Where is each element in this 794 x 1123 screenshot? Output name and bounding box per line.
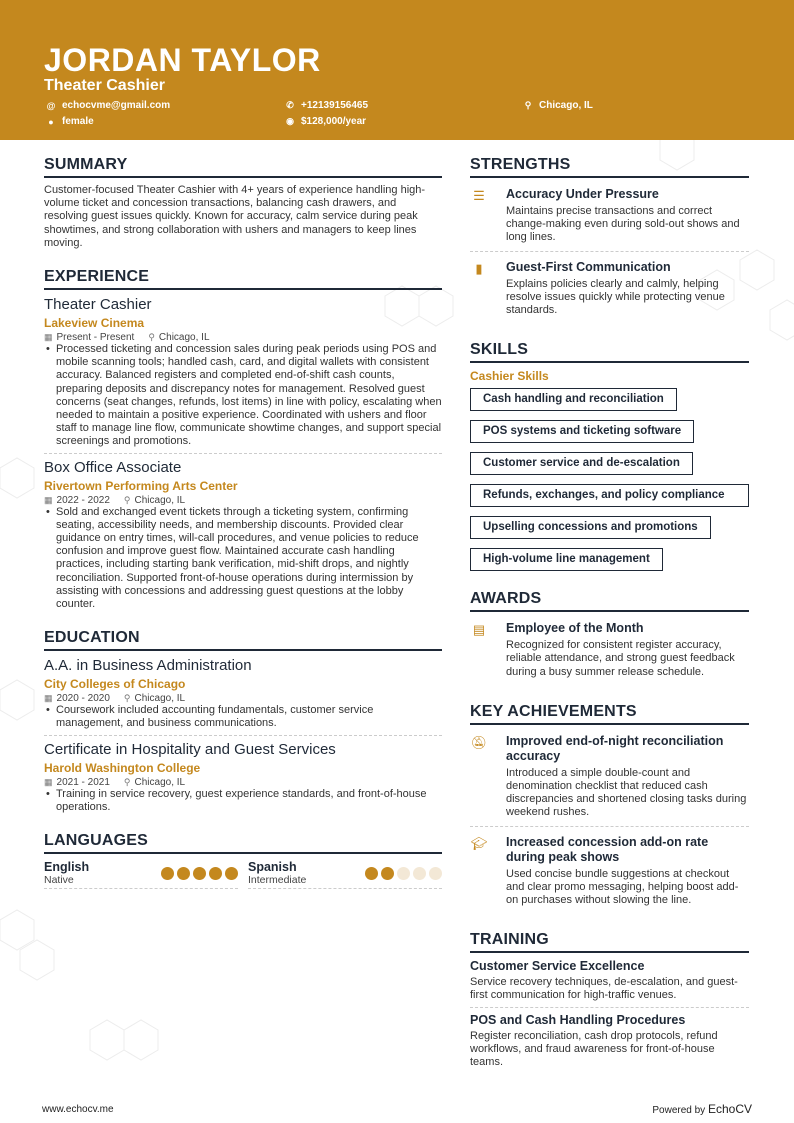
achievements-section <box>470 703 749 913</box>
strength-item <box>470 184 749 252</box>
company: Rivertown Performing Arts Center <box>44 478 238 493</box>
location-text: Chicago, IL <box>134 693 186 705</box>
rating-dot <box>161 867 174 880</box>
calendar-icon: ▦ <box>44 693 53 704</box>
education-item <box>44 741 442 814</box>
experience-item <box>44 296 442 454</box>
training-section <box>470 931 749 1069</box>
languages-section <box>44 832 442 889</box>
salary-text: $128,000/year <box>301 116 367 127</box>
footer-site-link[interactable]: www.echocv.me <box>42 1104 114 1115</box>
strength-title: Guest-First Communication <box>506 259 671 274</box>
phone-text: +12139156465 <box>301 100 369 111</box>
training-title: Customer Service Excellence <box>470 959 645 974</box>
section-heading: SUMMARY <box>44 156 442 178</box>
dates-text: 2020 - 2020 <box>56 693 110 705</box>
rating-dot <box>209 867 222 880</box>
file-icon: ▤ <box>472 622 486 638</box>
training-item <box>470 1013 749 1070</box>
language-level: Native <box>44 874 74 887</box>
rating-dot <box>225 867 238 880</box>
brand-text: EchoCV <box>707 1102 752 1116</box>
section-heading: LANGUAGES <box>44 832 442 854</box>
section-heading: EXPERIENCE <box>44 268 442 290</box>
summary-section <box>44 156 442 250</box>
graduation-cap-icon: 🎓︎ <box>470 835 488 851</box>
dates-text: 2022 - 2022 <box>56 494 110 506</box>
calendar-icon: ▦ <box>44 494 53 505</box>
achievement-title: Increased concession add-on rate during peak shows <box>506 834 709 864</box>
rating-dot <box>177 867 190 880</box>
rating-dot <box>365 867 378 880</box>
rating-dot <box>193 867 206 880</box>
language-item <box>248 860 442 889</box>
gender-text: female <box>62 116 94 127</box>
skill-tag: POS systems and ticketing software <box>470 420 694 443</box>
skill-tag: High-volume line management <box>470 548 663 571</box>
section-heading: EDUCATION <box>44 629 442 651</box>
bullet: • Processed ticketing and concession sales during peak periods using POS and mobile scanning tools; handled cash, card, and digital wallets with consistent accuracy. Balanced registers and completed end-of-shift cash counts, preparing deposits and discrepancy notes for management. Resolved guest concerns (seat changes, refunds, lost items) in line with policy, escalating when needed to maintain a positive experience. Coordinated with ushers and floor staff to manage line flow, communicate showtime changes, and support special screenings and promotions. <box>44 343 442 449</box>
skills-section <box>470 341 749 580</box>
candidate-name: JORDAN TAYLOR <box>44 42 321 78</box>
strength-item <box>470 257 749 324</box>
degree: A.A. in Business Administration <box>44 657 252 675</box>
achievement-title: Improved end-of-night reconciliation accuracy <box>506 733 724 763</box>
location <box>148 332 209 343</box>
location <box>124 495 185 506</box>
contact-location <box>523 100 593 111</box>
rating-dots <box>161 867 238 880</box>
company: Lakeview Cinema <box>44 316 145 331</box>
user-icon: ● <box>48 116 54 127</box>
training-item <box>470 959 749 1007</box>
location-pin-icon: ⚲ <box>524 100 532 110</box>
summary-text: Customer-focused Theater Cashier with 4+ years of experience handling high-volume ticket and concession transactions, balancing cash drawers, and resolving guest issues quickly. Known for accuracy, calm service during peak showtimes, and strong collaboration with ushers and managers to keep lines moving. <box>44 184 426 249</box>
section-heading: TRAINING <box>470 931 749 953</box>
skill-tag: Refunds, exchanges, and policy compliance <box>470 484 749 507</box>
phone-icon: ✆ <box>286 100 294 110</box>
strength-title: Accuracy Under Pressure <box>506 187 659 201</box>
skill-tag: Upselling concessions and promotions <box>470 516 711 539</box>
rating-dot <box>397 867 410 880</box>
degree: Certificate in Hospitality and Guest Services <box>44 740 336 758</box>
at-icon: @ <box>46 100 56 111</box>
job-title: Box Office Associate <box>44 458 182 476</box>
location-text: Chicago, IL <box>539 100 593 111</box>
training-desc: Register reconciliation, cash drop protocols, refund workflows, and fraud awareness for front-of-house teams. <box>470 1029 718 1069</box>
achievement-desc: Introduced a simple double-count and denomination checklist that reduced cash discrepancies and shortened closing tasks during weekend rushes. <box>506 766 747 819</box>
powered-text: Powered by <box>652 1105 706 1116</box>
contact-phone[interactable] <box>285 100 368 111</box>
location-pin-icon: ⚲ <box>123 494 131 505</box>
left-column <box>44 156 442 907</box>
calendar-icon: ▦ <box>44 776 53 787</box>
rating-dots <box>365 867 442 880</box>
dates <box>44 693 110 704</box>
achievement-item <box>470 731 749 827</box>
header <box>0 0 794 140</box>
achievement-desc: Used concise bundle suggestions at checkout and clear promo messaging, helping boost add-on purchases without slowing the line. <box>506 867 739 907</box>
location-text: Chicago, IL <box>158 332 210 344</box>
strengths-section <box>470 156 749 323</box>
location <box>124 777 185 788</box>
rating-dot <box>381 867 394 880</box>
bullet: • Sold and exchanged event tickets through a ticketing system, confirming seating, accessibility needs, and membership discounts. Provided clear guidance on entry times, will-call procedures, and venue policies to reduce confusion and improve guest flow. Maintained accurate cash handling practices, including starting bank verification, mid-shift drops, and nightly reconciliation. Supported front-of-house operations during intermission by assisting with concessions and addressing guest questions at the lobby counter. <box>44 506 442 612</box>
dates <box>44 332 134 343</box>
training-desc: Service recovery techniques, de-escalation, and guest-first communication for high-traffic venues. <box>470 976 738 1002</box>
language-name: English <box>44 860 90 875</box>
dates-text: Present - Present <box>56 332 135 344</box>
calendar-icon: ▦ <box>44 332 53 343</box>
bookmark-icon: ▮ <box>475 260 483 276</box>
contact-salary <box>285 116 366 127</box>
location <box>124 693 185 704</box>
dates-text: 2021 - 2021 <box>56 776 110 788</box>
skill-tag: Customer service and de-escalation <box>470 452 693 475</box>
experience-section <box>44 268 442 611</box>
section-heading: SKILLS <box>470 341 749 363</box>
rating-dot <box>413 867 426 880</box>
language-name: Spanish <box>248 860 297 875</box>
skill-group-title: Cashier Skills <box>470 369 549 384</box>
awards-section <box>470 590 749 685</box>
training-title: POS and Cash Handling Procedures <box>470 1012 686 1027</box>
achievement-item <box>470 832 749 914</box>
location-text: Chicago, IL <box>134 494 186 506</box>
candidate-title: Theater Cashier <box>44 77 165 94</box>
dates <box>44 777 110 788</box>
award-item <box>470 618 749 685</box>
school: Harold Washington College <box>44 760 201 775</box>
award-title: Employee of the Month <box>506 621 644 636</box>
section-heading: KEY ACHIEVEMENTS <box>470 703 749 725</box>
education-section <box>44 629 442 814</box>
email-text: echocvme@gmail.com <box>62 100 171 111</box>
rating-dot <box>429 867 442 880</box>
contact-email[interactable] <box>46 100 170 111</box>
bullet: • Coursework included accounting fundamentals, customer service management, and business communications. <box>44 704 442 730</box>
skill-tag: Cash handling and reconciliation <box>470 388 677 411</box>
strength-desc: Explains policies clearly and calmly, helping resolve issues quickly while protecting venue standards. <box>506 277 725 317</box>
location-pin-icon: ⚲ <box>123 693 131 704</box>
experience-item <box>44 459 442 612</box>
bell-slash-icon: 🔕︎ <box>470 734 488 750</box>
dates <box>44 495 110 506</box>
school: City Colleges of Chicago <box>44 677 186 692</box>
job-title: Theater Cashier <box>44 296 152 314</box>
education-item <box>44 657 442 735</box>
language-item <box>44 860 238 889</box>
contact-gender <box>46 116 94 127</box>
section-heading: STRENGTHS <box>470 156 749 178</box>
footer-powered[interactable] <box>652 1102 752 1116</box>
language-level: Intermediate <box>248 874 307 887</box>
section-heading: AWARDS <box>470 590 749 612</box>
location-pin-icon: ⚲ <box>148 332 155 343</box>
right-column <box>470 156 749 1087</box>
lines-icon: ☰ <box>473 188 485 203</box>
location-text: Chicago, IL <box>134 776 186 788</box>
award-desc: Recognized for consistent register accuracy, reliable attendance, and strong guest feedback during a busy summer release schedule. <box>506 639 735 678</box>
bullet: • Training in service recovery, guest experience standards, and front-of-house operations. <box>44 788 442 814</box>
location-pin-icon: ⚲ <box>123 776 131 787</box>
money-icon: ◉ <box>286 116 294 126</box>
strength-desc: Maintains precise transactions and correct change-making even during sold-out shows and long lines. <box>506 205 740 244</box>
